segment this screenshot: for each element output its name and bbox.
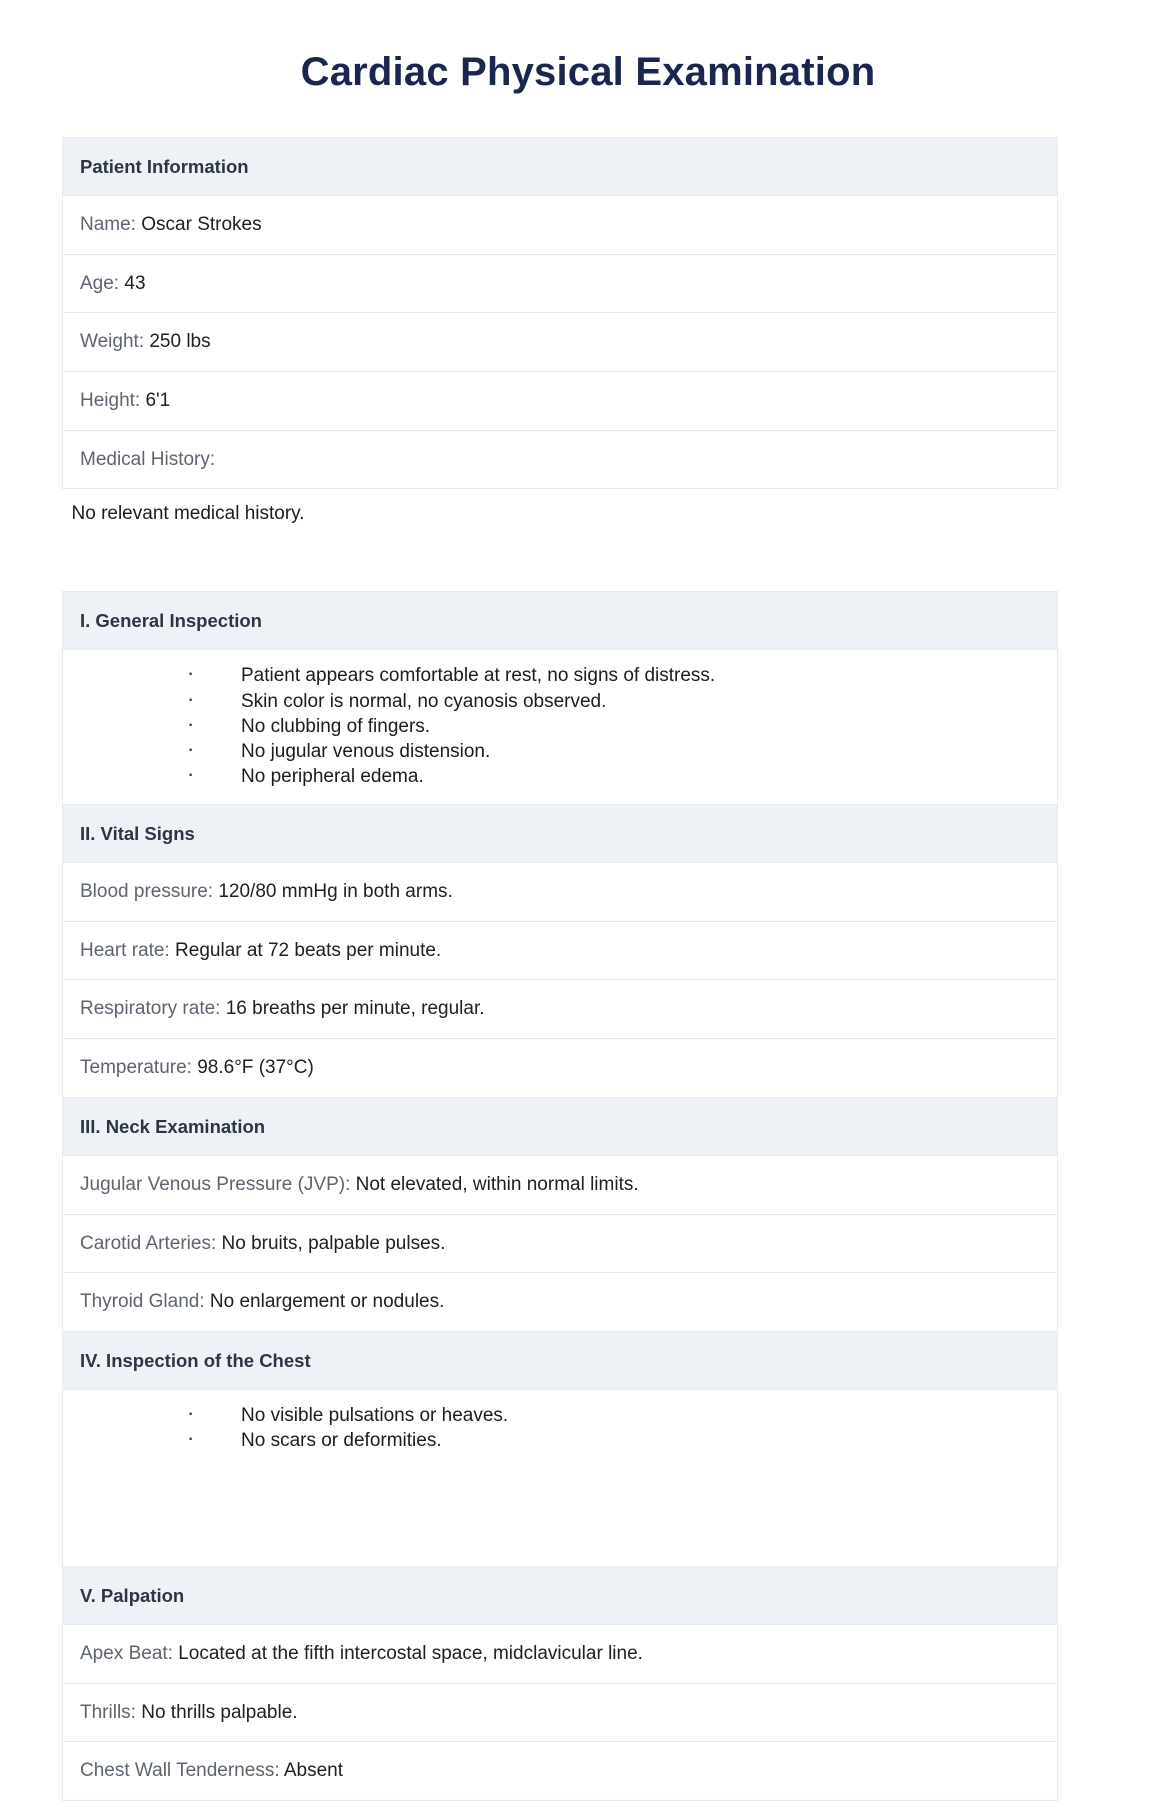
field-value: 16 breaths per minute, regular.	[225, 998, 485, 1020]
field-temperature[interactable]	[63, 1039, 1058, 1098]
table-row	[63, 1039, 1058, 1098]
field-blood-pressure[interactable]	[63, 863, 1058, 922]
table-row	[63, 1273, 1058, 1332]
table-row	[63, 592, 1058, 650]
section-header-patient-information: Patient Information	[63, 138, 1058, 196]
table-row	[63, 1155, 1058, 1214]
field-label: Heart rate:	[80, 939, 170, 961]
list-item: · No clubbing of fingers.	[63, 715, 1057, 739]
field-value: No enlargement or nodules.	[209, 1291, 445, 1313]
section-header-general-inspection: I. General Inspection	[63, 592, 1058, 650]
field-label: Age:	[80, 272, 120, 294]
field-apex-beat[interactable]	[63, 1625, 1058, 1684]
section-header-palpation: V. Palpation	[63, 1566, 1058, 1624]
field-name[interactable]	[63, 196, 1058, 255]
field-label: Height:	[80, 390, 141, 412]
table-row	[63, 1389, 1058, 1566]
table-row	[63, 980, 1058, 1039]
table-row	[63, 1625, 1058, 1684]
field-label: Thrills:	[80, 1701, 136, 1723]
field-label: Name:	[80, 214, 136, 236]
field-value: Oscar Strokes	[141, 214, 262, 236]
field-value: Located at the fifth intercostal space, midclavicular line.	[178, 1643, 643, 1665]
field-label: Apex Beat:	[80, 1643, 173, 1665]
page-title: Cardiac Physical Examination	[300, 50, 876, 94]
field-label: Jugular Venous Pressure (JVP):	[80, 1173, 351, 1195]
table-row	[63, 196, 1058, 255]
table-row	[63, 921, 1058, 980]
table-row	[63, 1331, 1058, 1389]
field-value: Absent	[283, 1760, 343, 1782]
field-chest-wall-tenderness[interactable]	[63, 1742, 1058, 1801]
field-label: Blood pressure:	[80, 881, 214, 903]
table-row	[63, 372, 1058, 431]
field-label: Temperature:	[80, 1057, 192, 1079]
field-value: Regular at 72 beats per minute.	[175, 939, 442, 961]
cardiac-exam-form	[62, 137, 1058, 1801]
table-row	[63, 1097, 1058, 1155]
field-thyroid-gland[interactable]	[63, 1273, 1058, 1332]
field-value: No thrills palpable.	[141, 1701, 298, 1723]
field-medical-history-label[interactable]	[63, 430, 1058, 489]
list-item: · Patient appears comfortable at rest, no signs of distress.	[63, 664, 1057, 688]
field-label: Medical History:	[80, 448, 216, 470]
chest-inspection-findings	[63, 1389, 1058, 1566]
field-value: 43	[124, 272, 146, 294]
table-row	[63, 805, 1058, 863]
field-respiratory-rate[interactable]	[63, 980, 1058, 1039]
table-row	[63, 254, 1058, 313]
field-label: Weight:	[80, 331, 145, 353]
field-label: Thyroid Gland:	[80, 1291, 205, 1313]
field-label: Carotid Arteries:	[80, 1232, 217, 1254]
section-header-neck-examination: III. Neck Examination	[63, 1097, 1058, 1155]
table-row	[63, 313, 1058, 372]
field-medical-history-text[interactable]: No relevant medical history.	[63, 489, 1058, 592]
table-row	[63, 138, 1058, 196]
table-row	[63, 489, 1058, 592]
field-age[interactable]	[63, 254, 1058, 313]
table-row	[63, 1683, 1058, 1742]
field-label: Chest Wall Tenderness:	[80, 1760, 280, 1782]
field-value: 120/80 mmHg in both arms.	[218, 881, 453, 903]
field-value: Not elevated, within normal limits.	[355, 1173, 639, 1195]
list-item: · No peripheral edema.	[63, 765, 1057, 789]
table-row	[63, 1742, 1058, 1801]
list-item: · No scars or deformities.	[63, 1429, 1057, 1453]
field-value: No bruits, palpable pulses.	[221, 1232, 446, 1254]
table-row	[63, 1214, 1058, 1273]
field-carotid-arteries[interactable]	[63, 1214, 1058, 1273]
field-height[interactable]	[63, 372, 1058, 431]
table-row	[63, 650, 1058, 805]
list-item: · No jugular venous distension.	[63, 740, 1057, 764]
field-value: 250 lbs	[149, 331, 211, 353]
field-value: 98.6°F (37°C)	[197, 1057, 314, 1079]
field-label: Respiratory rate:	[80, 998, 221, 1020]
table-row	[63, 863, 1058, 922]
general-inspection-findings	[63, 650, 1058, 805]
table-row	[63, 430, 1058, 489]
field-weight[interactable]	[63, 313, 1058, 372]
list-item: · No visible pulsations or heaves.	[63, 1404, 1057, 1428]
field-jugular-venous-pressure[interactable]	[63, 1155, 1058, 1214]
bullet-list	[63, 1404, 1057, 1453]
section-header-inspection-of-chest: IV. Inspection of the Chest	[63, 1331, 1058, 1389]
table-row	[63, 1566, 1058, 1624]
section-header-vital-signs: II. Vital Signs	[63, 805, 1058, 863]
field-thrills[interactable]	[63, 1683, 1058, 1742]
list-item: · Skin color is normal, no cyanosis observed.	[63, 690, 1057, 714]
field-value: 6'1	[145, 390, 171, 412]
field-heart-rate[interactable]	[63, 921, 1058, 980]
bullet-list	[63, 664, 1057, 789]
